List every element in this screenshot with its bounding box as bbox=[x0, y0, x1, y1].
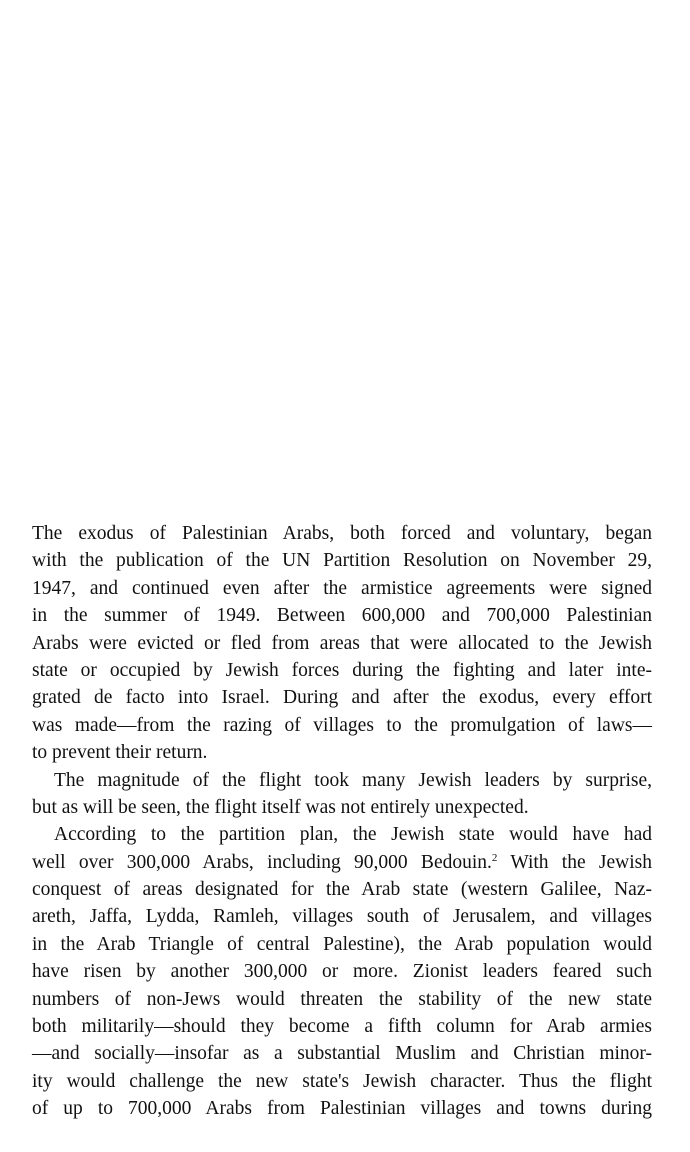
text-line: state or occupied by Jewish forces during the fighting and later inte- bbox=[32, 659, 652, 681]
text-line: areth, Jaffa, Lydda, Ramleh, villages south of Jerusalem, and villages bbox=[32, 906, 652, 928]
text-line: with the publication of the UN Partition Resolution on November 29, bbox=[32, 550, 652, 572]
text-line: but as will be seen, the flight itself was not entirely unexpected. bbox=[32, 796, 529, 818]
text-line: was made—from the razing of villages to the promulgation of laws— bbox=[32, 714, 652, 736]
text-line: have risen by another 300,000 or more. Zionist leaders feared such bbox=[32, 961, 652, 983]
text-line bbox=[32, 849, 652, 876]
text-line: in the summer of 1949. Between 600,000 and 700,000 Palestinian bbox=[32, 605, 652, 627]
text-line: in the Arab Triangle of central Palestine), the Arab population would bbox=[32, 933, 652, 955]
text-line: both militarily—should they become a fifth column for Arab armies bbox=[32, 1016, 652, 1038]
text-line: numbers of non-Jews would threaten the stability of the new state bbox=[32, 988, 652, 1010]
text-line: grated de facto into Israel. During and after the exodus, every effort bbox=[32, 687, 652, 709]
text-segment: well over 300,000 Arabs, including 90,000 Bedouin. bbox=[32, 851, 492, 873]
text-line: of up to 700,000 Arabs from Palestinian villages and towns during bbox=[32, 1098, 652, 1120]
text-line: ity would challenge the new state's Jewish character. Thus the flight bbox=[32, 1070, 652, 1092]
text-segment: With the Jewish bbox=[497, 851, 652, 873]
text-line: The magnitude of the flight took many Jewish leaders by surprise, bbox=[54, 769, 652, 791]
text-line: conquest of areas designated for the Arab state (western Galilee, Naz- bbox=[32, 879, 652, 901]
text-line: According to the partition plan, the Jewish state would have had bbox=[54, 824, 652, 846]
text-line: Arabs were evicted or fled from areas that were allocated to the Jewish bbox=[32, 632, 652, 654]
text-line: 1947, and continued even after the armistice agreements were signed bbox=[32, 577, 652, 599]
body-text bbox=[32, 520, 652, 1123]
text-line: The exodus of Palestinian Arabs, both forced and voluntary, began bbox=[32, 523, 652, 544]
footnote-marker[interactable]: 2 bbox=[491, 851, 498, 864]
text-line: —and socially—insofar as a substantial Muslim and Christian minor- bbox=[32, 1043, 652, 1065]
text-line: to prevent their return. bbox=[32, 742, 208, 764]
